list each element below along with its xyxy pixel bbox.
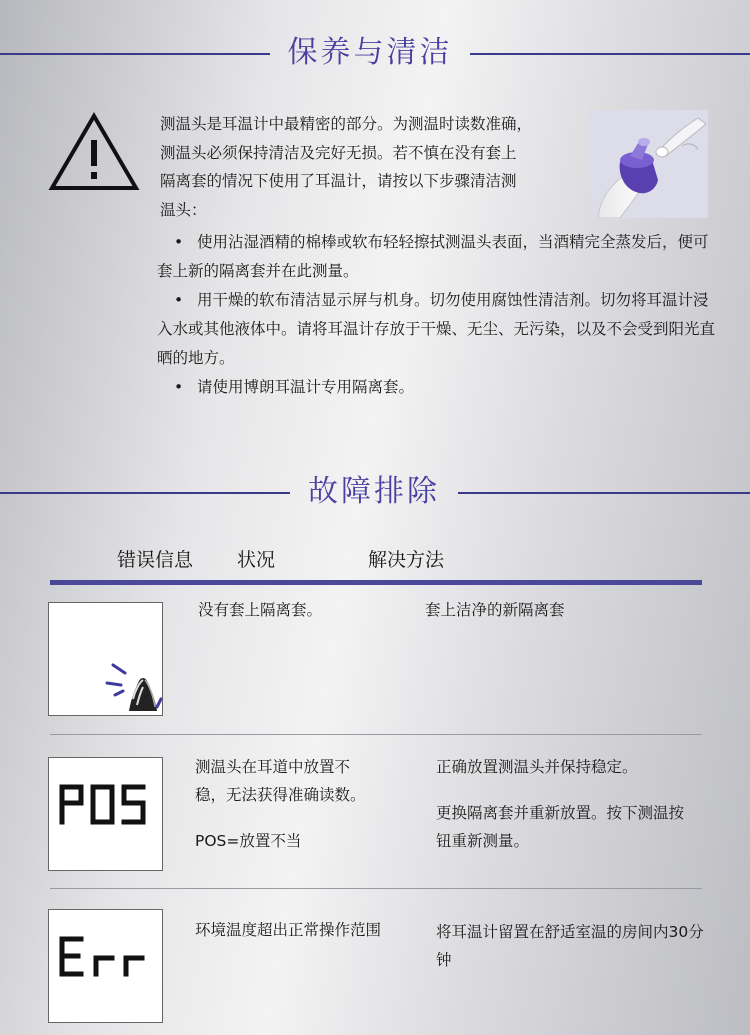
bullet-text: 用干燥的软布清洁显示屏与机身。切勿使用腐蚀性清洁剂。切勿将耳温计浸入水或其他液体中。请将耳温计存放于干燥、无尘、无污染，以及不会受到阳光直晒的地方。 xyxy=(157,291,716,367)
display-no-cover xyxy=(48,602,163,716)
care-section-title: 保养与清洁 xyxy=(287,35,453,70)
title-rule-right xyxy=(470,53,750,55)
lcd-pos-readout xyxy=(49,758,162,870)
title-rule-right xyxy=(458,492,750,494)
solution-cell xyxy=(425,596,565,624)
care-bullet-list xyxy=(157,228,717,402)
status-line: 环境温度超出正常操作范围 xyxy=(195,921,382,939)
status-cell xyxy=(195,753,366,855)
troubleshooting-section-title: 故障排除 xyxy=(308,474,440,509)
bullet-dot: • xyxy=(174,233,184,251)
troubleshooting-section-header xyxy=(0,462,750,522)
list-item xyxy=(157,228,717,286)
status-cell xyxy=(198,596,322,624)
care-intro-paragraph xyxy=(160,110,570,224)
intro-line: 测温头必须保持清洁及完好无损。若不慎在没有套上 xyxy=(160,143,517,162)
no-cover-probe-icon xyxy=(49,603,162,715)
solution-line: 更换隔离套并重新放置。按下测温按 xyxy=(436,804,685,822)
display-err xyxy=(48,909,163,1023)
list-item xyxy=(157,286,717,373)
warning-triangle-icon xyxy=(48,112,140,192)
column-header-error-message: 错误信息 xyxy=(117,549,194,571)
table-header-rule xyxy=(50,580,702,585)
solution-line: 钟 xyxy=(436,951,452,969)
lcd-err-readout xyxy=(49,910,162,1022)
bullet-text: 使用沾湿酒精的棉棒或软布轻轻擦拭测温头表面，当酒精完全蒸发后，便可套上新的隔离套并在此测量。 xyxy=(157,233,709,280)
bullet-dot: • xyxy=(174,291,184,309)
column-header-status: 状况 xyxy=(237,549,276,571)
solution-line: 钮重新测量。 xyxy=(436,832,530,850)
column-header-solution: 解决方法 xyxy=(368,549,445,571)
bullet-dot: • xyxy=(174,378,184,396)
solution-line: 将耳温计留置在舒适室温的房间内30分 xyxy=(436,923,704,941)
intro-line: 温头： xyxy=(160,200,207,219)
status-line: 测温头在耳道中放置不 xyxy=(195,758,351,776)
solution-line: 正确放置测温头并保持稳定。 xyxy=(436,758,638,776)
status-line: 没有套上隔离套。 xyxy=(198,601,323,619)
solution-cell xyxy=(436,753,684,855)
bullet-text: 请使用博朗耳温计专用隔离套。 xyxy=(197,378,415,396)
intro-line: 测温头是耳温计中最精密的部分。为测温时读数准确， xyxy=(160,115,533,133)
solution-line: 套上洁净的新隔离套 xyxy=(425,601,565,619)
display-pos xyxy=(48,757,163,871)
title-rule-left xyxy=(0,53,270,55)
thermometer-probe-image xyxy=(590,110,708,218)
status-note: POS=放置不当 xyxy=(195,832,302,850)
care-section-header xyxy=(0,23,750,83)
list-item xyxy=(157,373,717,402)
row-divider xyxy=(50,734,702,735)
status-cell xyxy=(195,916,381,944)
status-line: 稳，无法获得准确读数。 xyxy=(195,786,366,804)
intro-line: 隔离套的情况下使用了耳温计，请按以下步骤清洁测 xyxy=(160,172,517,190)
solution-cell xyxy=(436,918,704,974)
row-divider xyxy=(50,888,702,889)
title-rule-left xyxy=(0,492,290,494)
